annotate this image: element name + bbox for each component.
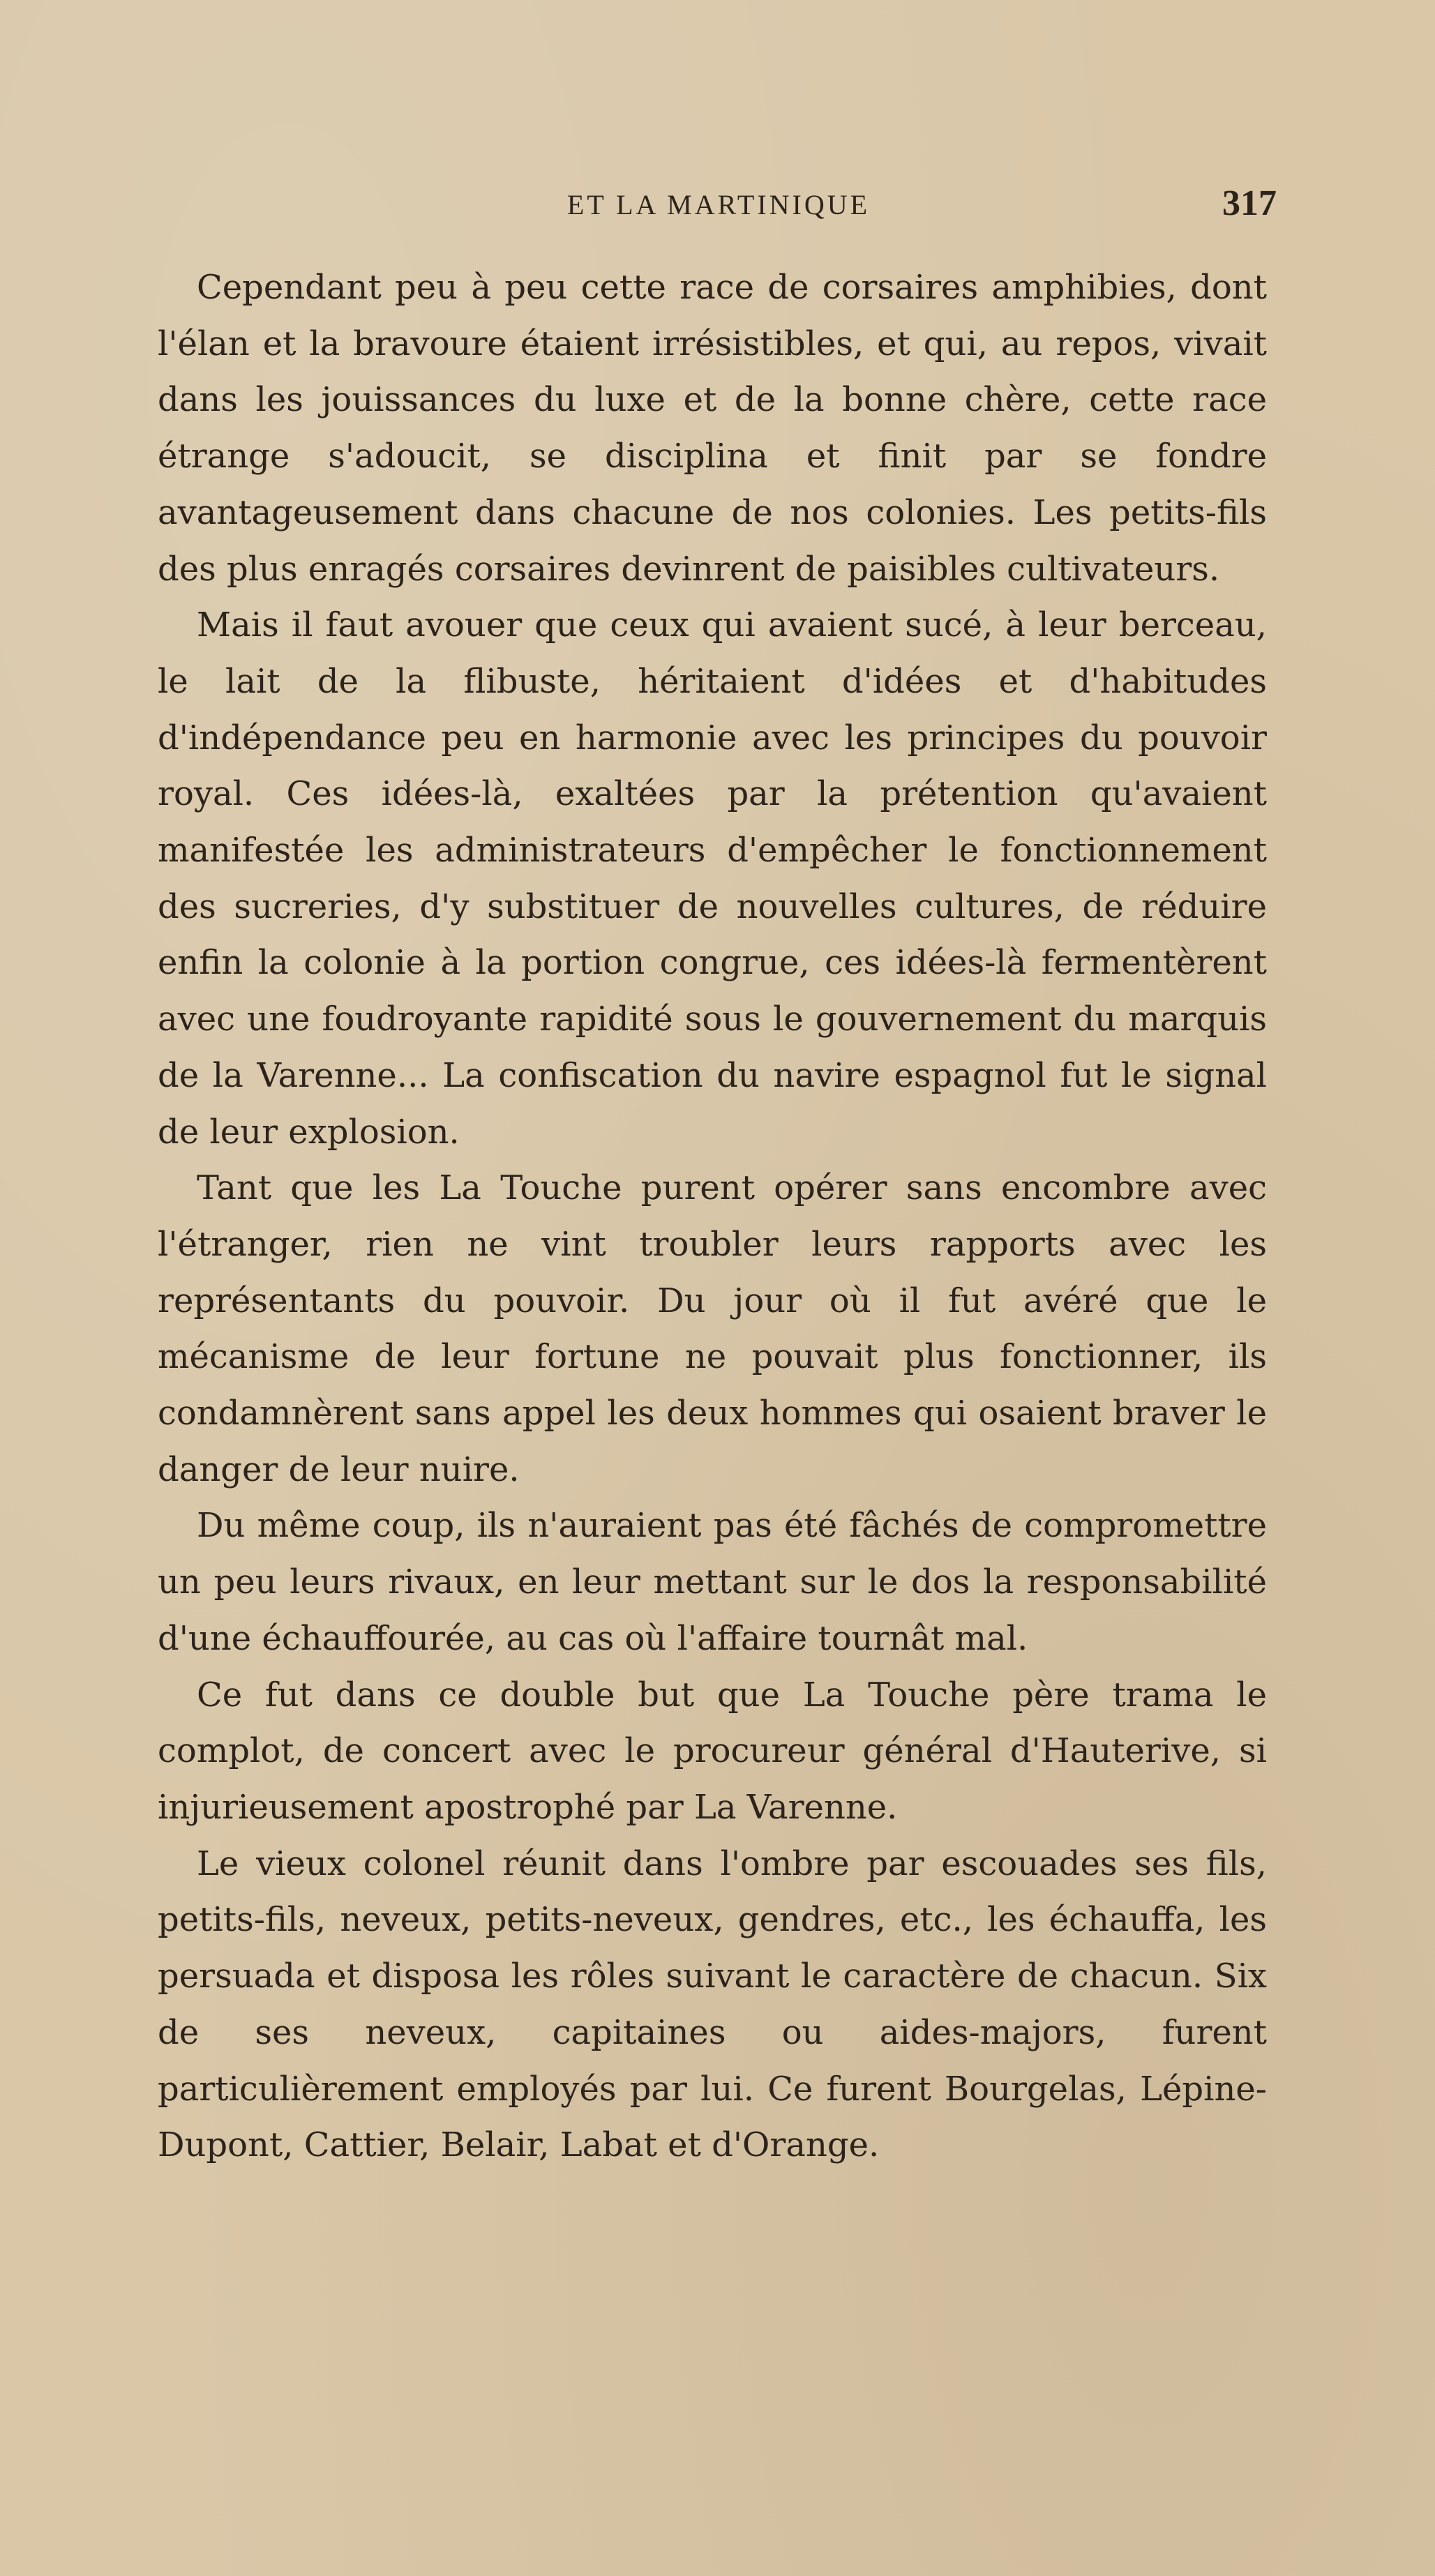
paragraph-2: Mais il faut avouer que ceux qui avaient sucé, à leur berceau, le lait de la flibuste, héritaient d'idées et d'habitudes d'indépendance peu en harmonie avec les principes du pouvoir royal. Ces idées-là, exaltées par la prétention qu'avaient manifestée les administrateurs d'empêcher le fonctionnement des sucreries, d'y substituer de nouvelles cultures, de réduire enfin la colonie à la portion congrue, ces idées-là fermentèrent avec une foudroyante rapidité sous le gouvernement du marquis de la Varenne... La confiscation du navire espagnol fut le signal de leur explosion. (158, 605, 1267, 1152)
paragraph-3: Tant que les La Touche purent opérer sans encombre avec l'étranger, rien ne vint troubler leurs rapports avec les représentants du pouvoir. Du jour où il fut avéré que le mécanisme de leur fortune ne pouvait plus fonctionner, ils condamnèrent sans appel les deux hommes qui osaient braver le danger de leur nuire. (158, 1168, 1267, 1489)
paragraph-4: Du même coup, ils n'auraient pas été fâchés de compromettre un peu leurs rivaux, en leur mettant sur le dos la responsabilité d'une échauffourée, au cas où l'affaire tournât mal. (158, 1506, 1267, 1658)
paragraph-6: Le vieux colonel réunit dans l'ombre par escouades ses fils, petits-fils, neveux, petits-neveux, gendres, etc., les échauffa, les persuada et disposa les rôles suivant le caractère de chacun. Six de ses neveux, capitaines ou aides-majors, furent particulièrement employés par lui. Ce furent Bourgelas, Lépine-Dupont, Cattier, Belair, Labat et d'Orange. (158, 1844, 1267, 2165)
running-head (160, 183, 1277, 232)
paragraph-5: Ce fut dans ce double but que La Touche père trama le complot, de concert avec le procureur général d'Hauterive, si injurieusement apostrophé par La Varenne. (158, 1675, 1267, 1827)
running-title: ET LA MARTINIQUE (566, 189, 871, 220)
paragraph-1: Cependant peu à peu cette race de corsaires amphibies, dont l'élan et la bravoure étaient irrésistibles, et qui, au repos, vivait dans les jouissances du luxe et de la bonne chère, cette race étrange s'adoucit, se disciplina et finit par se fondre avantageusement dans chacune de nos colonies. Les petits-fils des plus enragés corsaires devinrent de paisibles cultivateurs. (158, 268, 1267, 589)
text-body (158, 259, 1267, 2174)
page-number: 317 (1222, 183, 1277, 223)
